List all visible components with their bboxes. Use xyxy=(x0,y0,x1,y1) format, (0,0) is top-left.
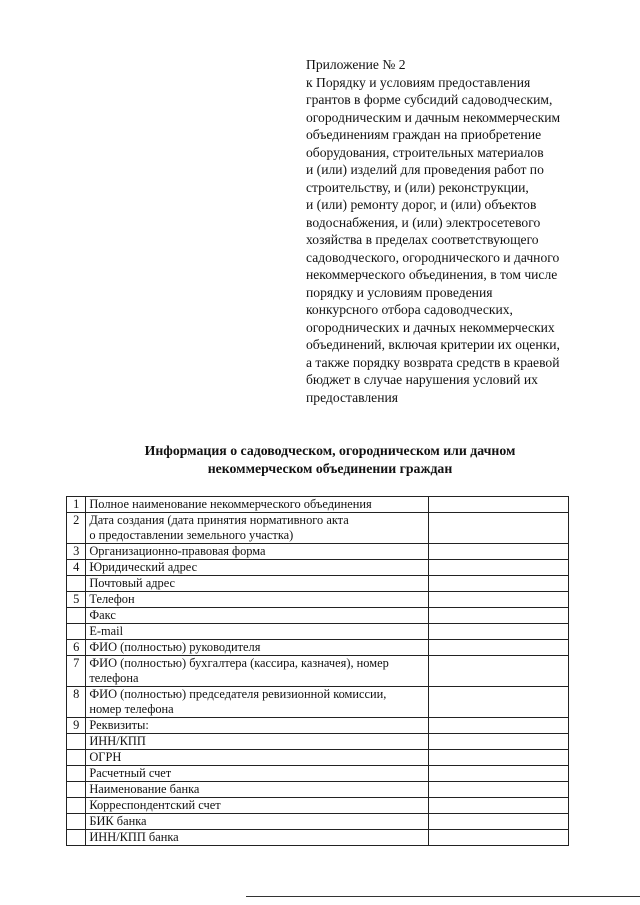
appendix-line: Приложение № 2 xyxy=(306,57,406,72)
table-row xyxy=(67,576,569,592)
row-value-field[interactable] xyxy=(429,830,569,846)
row-label-line: Факс xyxy=(89,608,116,622)
table-row xyxy=(67,592,569,608)
row-label-line: ИНН/КПП xyxy=(89,734,146,748)
row-value-field[interactable] xyxy=(429,608,569,624)
row-label-line: Корреспондентский счет xyxy=(89,798,221,812)
row-number xyxy=(67,576,86,592)
row-number xyxy=(67,608,86,624)
row-number: 2 xyxy=(67,513,86,544)
title-line-2: некоммерческом объединении граждан xyxy=(207,461,453,476)
row-label-line: ФИО (полностью) руководителя xyxy=(89,640,261,654)
row-label xyxy=(86,497,429,513)
appendix-line: некоммерческого объединения, в том числе xyxy=(306,267,558,282)
row-label xyxy=(86,766,429,782)
row-value-field[interactable] xyxy=(429,750,569,766)
row-label xyxy=(86,782,429,798)
appendix-header xyxy=(306,56,606,406)
table-row xyxy=(67,544,569,560)
appendix-line: конкурсного отбора садоводческих, xyxy=(306,302,513,317)
row-label-line: ФИО (полностью) председателя ревизионной комиссии, xyxy=(89,687,387,701)
appendix-line: хозяйства в пределах соответствующего xyxy=(306,232,539,247)
row-label xyxy=(86,576,429,592)
row-label-line: E-mail xyxy=(89,624,124,638)
row-label xyxy=(86,592,429,608)
row-label-line: БИК банка xyxy=(89,814,147,828)
row-number xyxy=(67,814,86,830)
row-label-line: Реквизиты: xyxy=(89,718,149,732)
row-value-field[interactable] xyxy=(429,544,569,560)
appendix-line: и (или) изделий для проведения работ по xyxy=(306,162,544,177)
table-row xyxy=(67,656,569,687)
appendix-line: предоставления xyxy=(306,389,399,405)
row-number: 5 xyxy=(67,592,86,608)
appendix-line: огородническим и дачным некоммерческим xyxy=(306,109,561,125)
table-row xyxy=(67,814,569,830)
row-value-field[interactable] xyxy=(429,782,569,798)
row-value-field[interactable] xyxy=(429,640,569,656)
row-number xyxy=(67,734,86,750)
row-label-line: Телефон xyxy=(89,592,135,606)
row-label-line: Расчетный счет xyxy=(89,766,172,780)
row-number xyxy=(67,766,86,782)
row-label-line: ИНН/КПП банка xyxy=(89,830,179,844)
row-value-field[interactable] xyxy=(429,560,569,576)
table-row xyxy=(67,718,569,734)
row-label xyxy=(86,656,429,687)
info-table xyxy=(66,496,569,846)
appendix-line: водоснабжения, и (или) электросетевого xyxy=(306,214,541,230)
row-number: 4 xyxy=(67,560,86,576)
table-row xyxy=(67,750,569,766)
appendix-line: объединений, включая критерии их оценки, xyxy=(306,337,560,352)
appendix-line: бюджет в случае нарушения условий их xyxy=(306,372,538,387)
row-number: 1 xyxy=(67,497,86,513)
appendix-line: порядку и условиям проведения xyxy=(306,284,493,300)
row-label-line: ОГРН xyxy=(89,750,122,764)
row-label xyxy=(86,718,429,734)
row-number: 9 xyxy=(67,718,86,734)
bottom-rule xyxy=(246,896,640,897)
appendix-line: строительству, и (или) реконструкции, xyxy=(306,179,529,195)
row-label-line: телефона xyxy=(89,671,139,685)
appendix-line: грантов в форме субсидий садоводческим, xyxy=(306,92,553,107)
row-value-field[interactable] xyxy=(429,814,569,830)
row-label xyxy=(86,560,429,576)
appendix-line: садоводческого, огороднического и дачного xyxy=(306,249,560,265)
row-value-field[interactable] xyxy=(429,734,569,750)
row-label xyxy=(86,544,429,560)
row-value-field[interactable] xyxy=(429,624,569,640)
row-value-field[interactable] xyxy=(429,798,569,814)
row-number: 8 xyxy=(67,687,86,718)
table-row xyxy=(67,497,569,513)
appendix-line: и (или) ремонту дорог, и (или) объектов xyxy=(306,197,537,212)
row-value-field[interactable] xyxy=(429,687,569,718)
row-number xyxy=(67,782,86,798)
table-row xyxy=(67,734,569,750)
row-value-field[interactable] xyxy=(429,592,569,608)
row-number: 7 xyxy=(67,656,86,687)
appendix-line: оборудования, строительных материалов xyxy=(306,144,544,160)
table-row xyxy=(67,766,569,782)
row-label-line: номер телефона xyxy=(89,702,174,716)
table-row xyxy=(67,798,569,814)
row-number xyxy=(67,624,86,640)
row-label-line: Почтовый адрес xyxy=(89,576,176,590)
row-label xyxy=(86,513,429,544)
table-row xyxy=(67,624,569,640)
title-line-1: Информация о садоводческом, огородническом или дачном xyxy=(144,443,516,458)
document-title xyxy=(60,442,600,478)
row-label xyxy=(86,687,429,718)
table-row xyxy=(67,640,569,656)
table-row xyxy=(67,830,569,846)
row-value-field[interactable] xyxy=(429,766,569,782)
row-number xyxy=(67,798,86,814)
row-value-field[interactable] xyxy=(429,513,569,544)
row-value-field[interactable] xyxy=(429,576,569,592)
row-number: 6 xyxy=(67,640,86,656)
table-row xyxy=(67,560,569,576)
row-value-field[interactable] xyxy=(429,656,569,687)
row-label-line: Организационно-правовая форма xyxy=(89,544,266,558)
appendix-line: к Порядку и условиям предоставления xyxy=(306,74,531,90)
table-row xyxy=(67,513,569,544)
row-label xyxy=(86,830,429,846)
row-label xyxy=(86,814,429,830)
row-label xyxy=(86,608,429,624)
row-number xyxy=(67,750,86,766)
row-label xyxy=(86,798,429,814)
row-label-line: о предоставлении земельного участка) xyxy=(89,528,294,542)
row-label xyxy=(86,734,429,750)
appendix-line: а также порядку возврата средств в краевой xyxy=(306,354,560,370)
row-number xyxy=(67,830,86,846)
row-label-line: ФИО (полностью) бухгалтера (кассира, казначея), номер xyxy=(89,656,389,670)
row-value-field[interactable] xyxy=(429,497,569,513)
row-label xyxy=(86,640,429,656)
row-label xyxy=(86,624,429,640)
row-label-line: Наименование банка xyxy=(89,782,200,796)
row-label-line: Полное наименование некоммерческого объединения xyxy=(89,497,372,511)
table-row xyxy=(67,687,569,718)
row-label-line: Дата создания (дата принятия нормативного акта xyxy=(89,513,349,527)
table-row xyxy=(67,782,569,798)
row-value-field[interactable] xyxy=(429,718,569,734)
row-number: 3 xyxy=(67,544,86,560)
row-label-line: Юридический адрес xyxy=(89,560,198,574)
appendix-line: объединениям граждан на приобретение xyxy=(306,127,542,142)
appendix-line: огороднических и дачных некоммерческих xyxy=(306,319,555,335)
row-label xyxy=(86,750,429,766)
table-row xyxy=(67,608,569,624)
